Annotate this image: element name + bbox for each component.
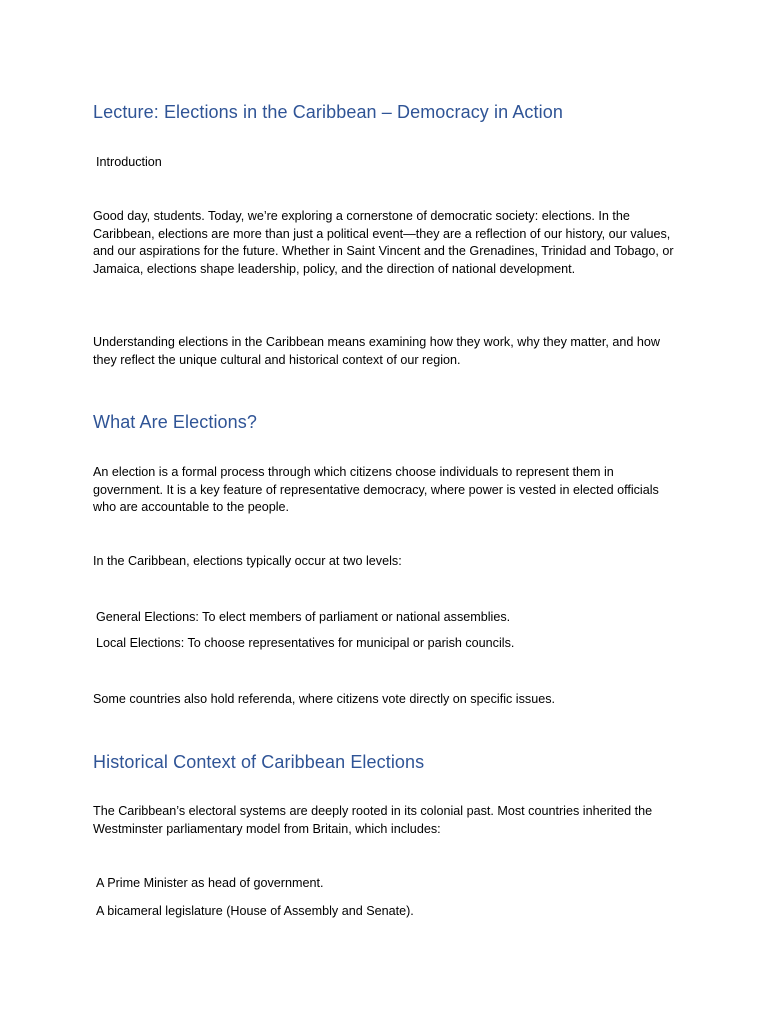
list-item-bicameral-legislature: A bicameral legislature (House of Assembly and Senate). xyxy=(96,904,414,918)
intro-paragraph-1: Good day, students. Today, we’re exploring a cornerstone of democratic society: elections. In the Caribbean, elections are more than just a political event—they are a reflection of our history, our values, and our aspirations for the future. Whether in Saint Vincent and the Grenadines, Trinidad and Tobago, or Jamaica, elections shape leadership, policy, and the direction of national development. xyxy=(93,209,674,277)
list-item-general-elections: General Elections: To elect members of parliament or national assemblies. xyxy=(96,610,511,624)
section-heading-what-are-elections: What Are Elections? xyxy=(93,412,257,432)
list-item-local-elections: Local Elections: To choose representatives for municipal or parish councils. xyxy=(96,636,515,650)
list-item-prime-minister: A Prime Minister as head of government. xyxy=(96,876,324,890)
intro-label: Introduction xyxy=(96,155,162,169)
section-heading-historical-context: Historical Context of Caribbean Elections xyxy=(93,752,425,772)
document-title: Lecture: Elections in the Caribbean – Democracy in Action xyxy=(93,102,563,122)
what-paragraph-3: Some countries also hold referenda, where citizens vote directly on specific issues. xyxy=(93,692,555,706)
what-paragraph-1: An election is a formal process through which citizens choose individuals to represent them in government. It is a key feature of representative democracy, where power is vested in elected officials who are accountable to the people. xyxy=(93,465,659,515)
what-paragraph-2: In the Caribbean, elections typically occur at two levels: xyxy=(93,554,402,568)
intro-paragraph-2: Understanding elections in the Caribbean means examining how they work, why they matter, and how they reflect the unique cultural and historical context of our region. xyxy=(93,335,661,367)
history-paragraph-1: The Caribbean’s electoral systems are deeply rooted in its colonial past. Most countries inherited the Westminster parliamentary model from Britain, which includes: xyxy=(93,804,653,836)
